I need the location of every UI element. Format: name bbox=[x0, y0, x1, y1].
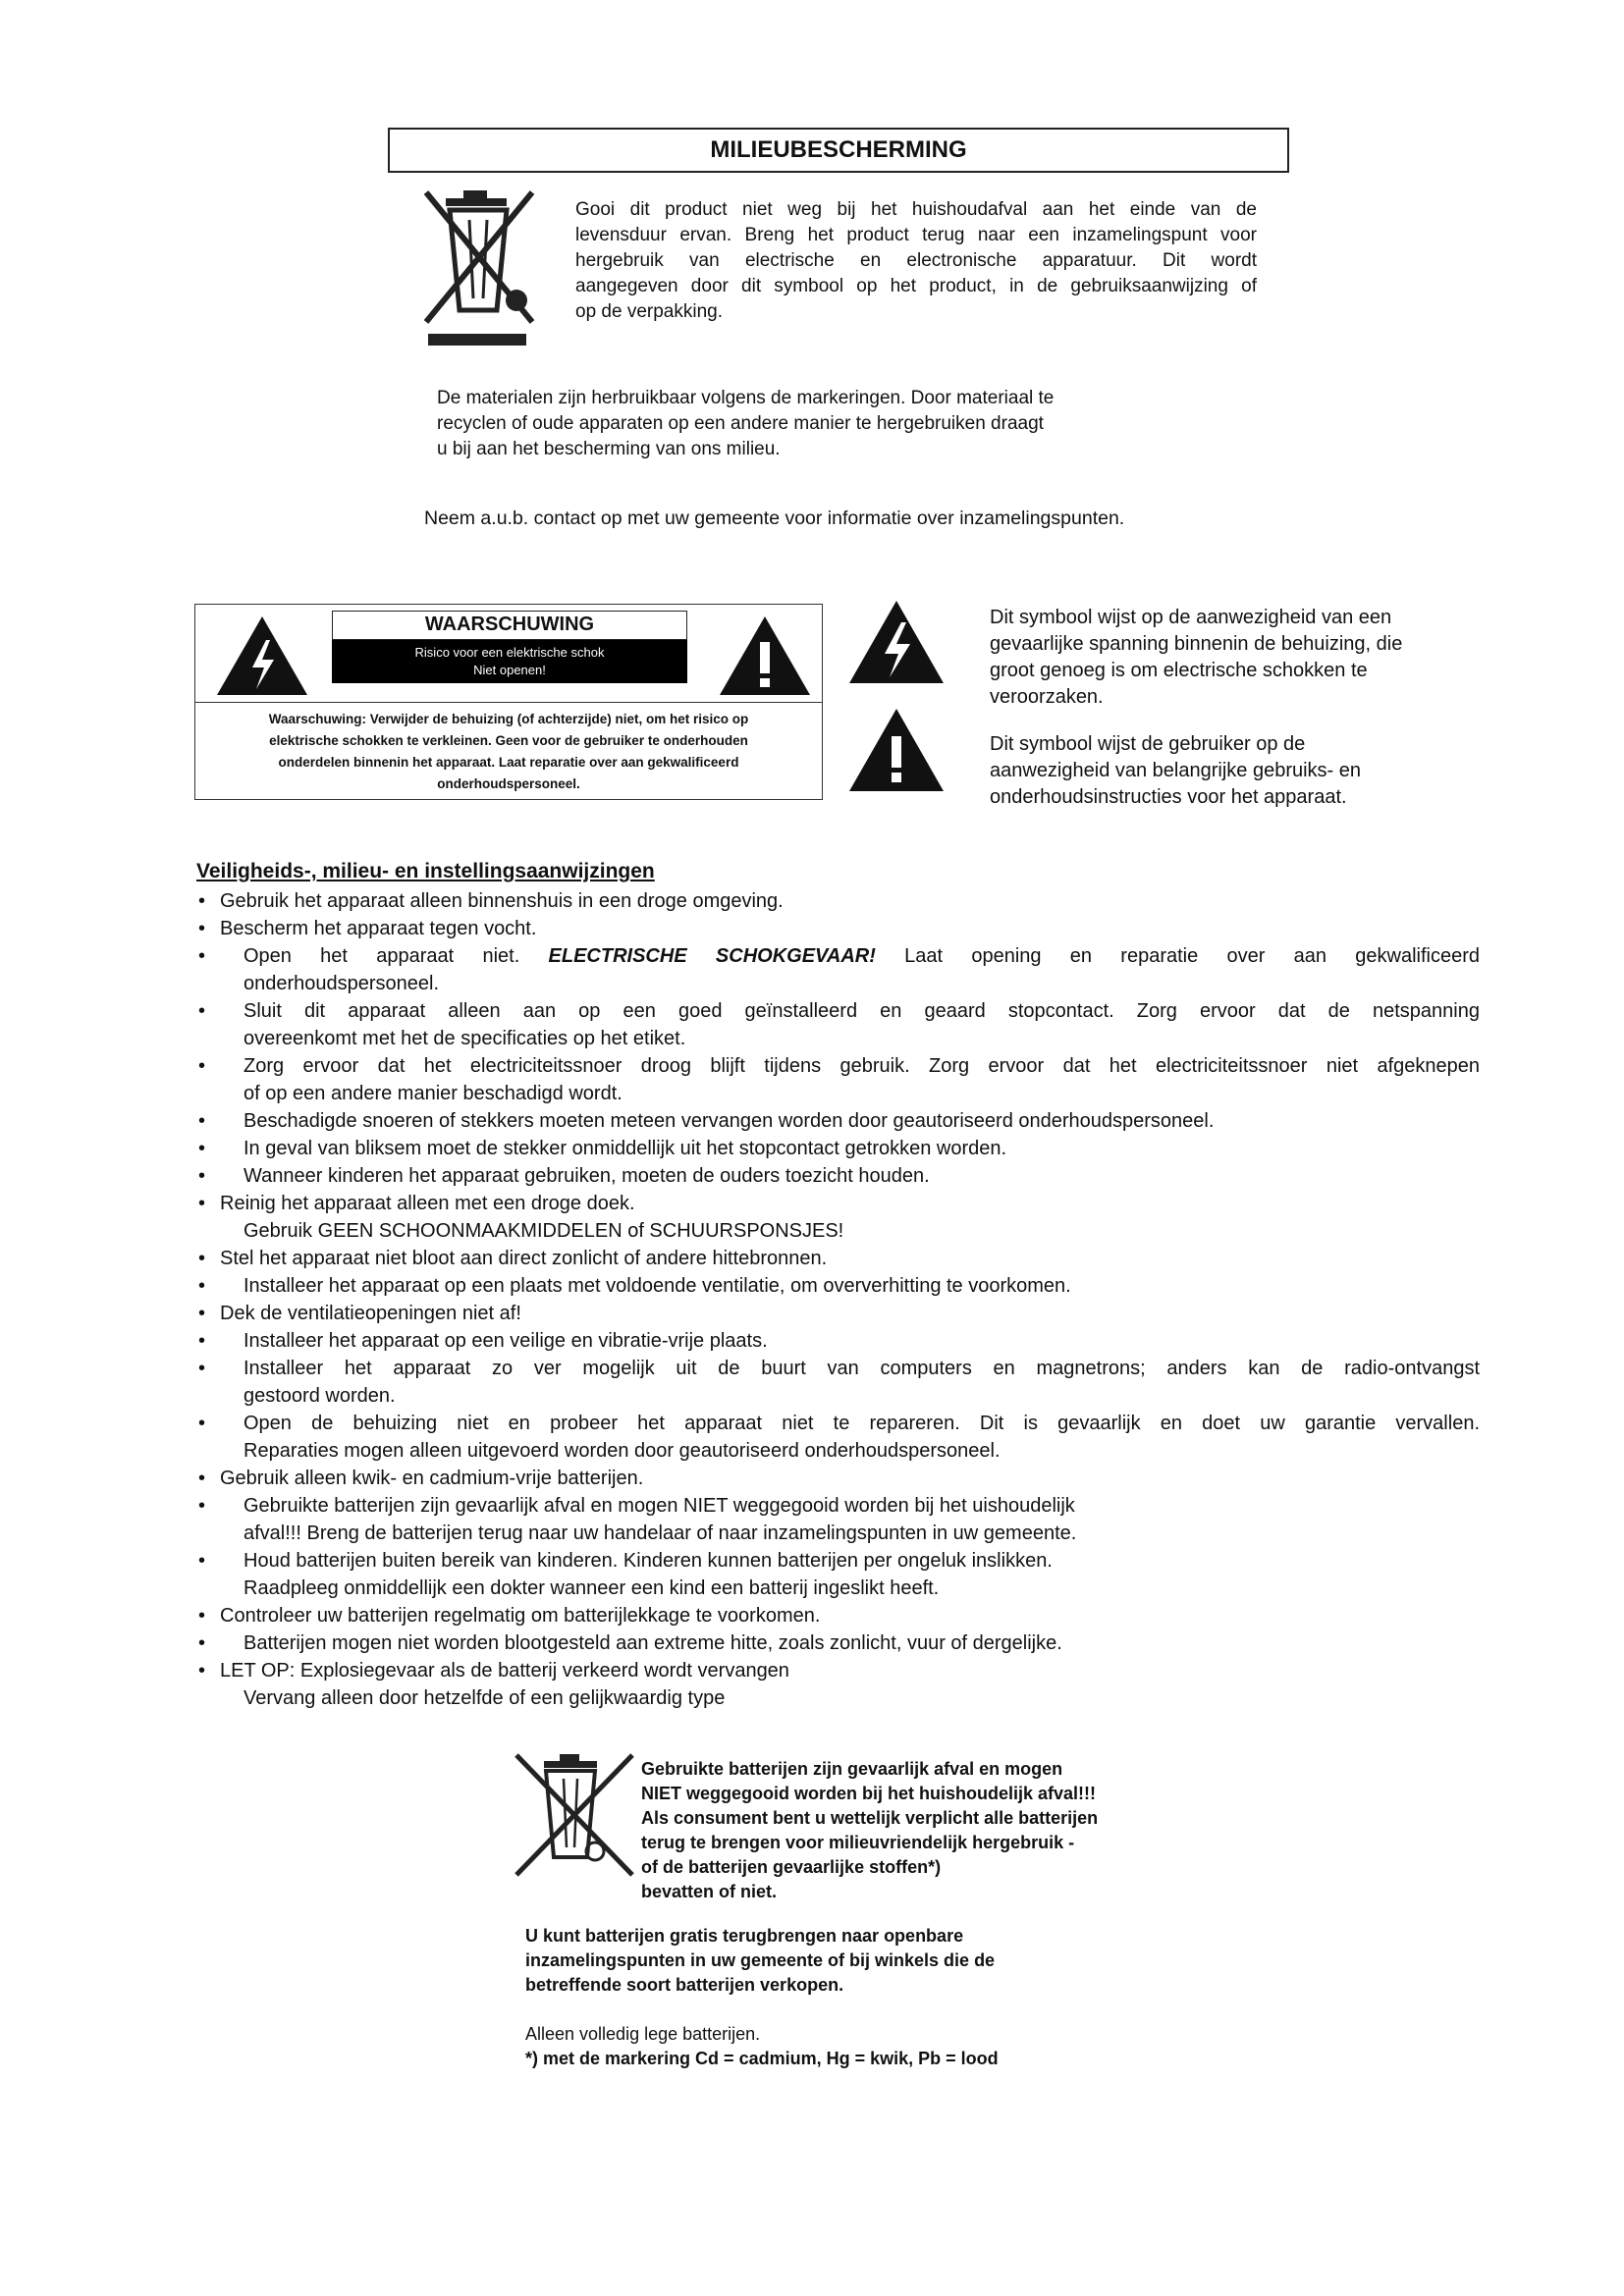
list-item: • Open het apparaat niet. ELECTRISCHE SCHOKGEVAAR! Laat opening en reparatie over aan gekwalificeerd onderhoudspersoneel. bbox=[196, 942, 1480, 997]
list-item: • Installeer het apparaat op een plaats met voldoende ventilatie, om oververhitting te voorkomen. bbox=[196, 1272, 1480, 1300]
list-item: • Reinig het apparaat alleen met een droge doek. Gebruik GEEN SCHOONMAAKMIDDELEN of SCHUURSPONSJES! bbox=[196, 1190, 1480, 1245]
exclamation-warning-icon bbox=[716, 613, 814, 699]
list-item: • Open de behuizing niet en probeer het apparaat niet te repareren. Dit is gevaarlijk en doet uw garantie vervallen. Reparaties mogen alleen uitgevoerd worden door geautoriseerd onderhoudspersoneel. bbox=[196, 1410, 1480, 1465]
battery-note: Alleen volledig lege batterijen. *) met de markering Cd = cadmium, Hg = kwik, Pb = lood bbox=[525, 2024, 999, 2068]
battery-return-paragraph: U kunt batterijen gratis terugbrengen naar openbare inzamelingspunten in uw gemeente of bij winkels die de betreffende soort batterijen verkopen. bbox=[525, 1926, 996, 1995]
list-item: • Wanneer kinderen het apparaat gebruiken, moeten de ouders toezicht houden. bbox=[196, 1162, 1480, 1190]
lightning-symbol-icon bbox=[847, 599, 946, 687]
list-item: • Installeer het apparaat op een veilige en vibratie-vrije plaats. bbox=[196, 1327, 1480, 1355]
env-paragraph-1: Gooi dit product niet weg bij het huishoudafval aan het einde van de levensduur ervan. Breng het product terug naar een inzamelingspunt voor hergebruik van electrische en electronische apparatuur. Dit wordt aangegeven door dit symbool op het product, in de gebruiksaanwijzing of op de verpakking. bbox=[575, 199, 1257, 322]
warning-divider bbox=[195, 702, 822, 703]
list-item: • Installeer het apparaat zo ver mogelijk uit de buurt van computers en magnetrons; anders kan de radio-ontvangst gestoord worden. bbox=[196, 1355, 1480, 1410]
battery-bin-icon bbox=[511, 1749, 638, 1887]
list-item: • Sluit dit apparaat alleen aan op een goed geïnstalleerd en geaard stopcontact. Zorg ervoor dat de netspanning overeenkomt met het de specificaties op het etiket. bbox=[196, 997, 1480, 1052]
list-item: • Beschadigde snoeren of stekkers moeten meteen vervangen worden door geautoriseerd onderhoudspersoneel. bbox=[196, 1107, 1480, 1135]
list-item: • LET OP: Explosiegevaar als de batterij verkeerd wordt vervangen Vervang alleen door hetzelfde of een gelijkwaardig type bbox=[196, 1657, 1480, 1712]
list-item: • Gebruikte batterijen zijn gevaarlijk afval en mogen NIET weggegooid worden bij het uishoudelijk afval!!! Breng de batterijen terug naar uw handelaar of naar inzamelingspunten in uw gemeente. bbox=[196, 1492, 1480, 1547]
list-item: • Houd batterijen buiten bereik van kinderen. Kinderen kunnen batterijen per ongeluk inslikken. Raadpleeg onmiddellijk een dokter wanneer een kind een batterij ingeslikt heeft. bbox=[196, 1547, 1480, 1602]
warning-text: Waarschuwing: Verwijder de behuizing (of achterzijde) niet, om het risico op elektrische schokken te verkleinen. Geen voor de gebruiker te onderhouden onderdelen binnenin het apparaat. Laat reparatie over aan gekwalificeerd onderhoudspersoneel. bbox=[268, 712, 749, 791]
list-item: • Controleer uw batterijen regelmatig om batterijlekkage te voorkomen. bbox=[196, 1602, 1480, 1629]
list-item: • Bescherm het apparaat tegen vocht. bbox=[196, 915, 1480, 942]
list-item: • Zorg ervoor dat het electriciteitssnoer droog blijft tijdens gebruik. Zorg ervoor dat het electriciteitssnoer niet afgeknepen of op een andere manier beschadigd wordt. bbox=[196, 1052, 1480, 1107]
env-paragraph-2: De materialen zijn herbruikbaar volgens de markeringen. Door materiaal te recyclen of oude apparaten op een andere manier te hergebruiken draagt u bij aan het bescherming van ons milieu. bbox=[437, 388, 1055, 459]
lightning-warning-icon bbox=[213, 613, 311, 699]
weee-bin-icon bbox=[422, 185, 540, 351]
list-item: • Dek de ventilatieopeningen niet af! bbox=[196, 1300, 1480, 1327]
list-item: • Stel het apparaat niet bloot aan direct zonlicht of andere hittebronnen. bbox=[196, 1245, 1480, 1272]
list-item: • Gebruik het apparaat alleen binnenshuis in een droge omgeving. bbox=[196, 887, 1480, 915]
safety-list bbox=[196, 887, 1480, 1712]
warning-title: WAARSCHUWING bbox=[332, 611, 687, 640]
battery-box-text: Gebruikte batterijen zijn gevaarlijk afval en mogen NIET weggegooid worden bij het huishoudelijk afval!!! Als consument bent u wettelijk verplicht alle batterijen terug te brengen voor milieuvriendelijk hergebruik - of de batterijen gevaarlijke stoffen*) bevatten of niet. bbox=[641, 1759, 1099, 1901]
lightning-symbol-description: Dit symbool wijst op de aanwezigheid van een gevaarlijke spanning binnenin de behuizing, die groot genoeg is om electrische schokken te veroorzaken. bbox=[990, 607, 1403, 708]
warning-subtitle: Risico voor een elektrische schok Niet openen! bbox=[332, 640, 687, 683]
exclamation-symbol-icon bbox=[847, 707, 946, 795]
list-item: • Gebruik alleen kwik- en cadmium-vrije batterijen. bbox=[196, 1465, 1480, 1492]
list-item: • Batterijen mogen niet worden blootgesteld aan extreme hitte, zoals zonlicht, vuur of dergelijke. bbox=[196, 1629, 1480, 1657]
env-contact-line: Neem a.u.b. contact op met uw gemeente voor informatie over inzamelingspunten. bbox=[424, 507, 1125, 529]
env-title: MILIEUBESCHERMING bbox=[388, 128, 1289, 173]
list-item: • In geval van bliksem moet de stekker onmiddellijk uit het stopcontact getrokken worden. bbox=[196, 1135, 1480, 1162]
safety-section-title: Veiligheids-, milieu- en instellingsaanwijzingen bbox=[196, 860, 655, 882]
exclamation-symbol-description: Dit symbool wijst de gebruiker op de aanwezigheid van belangrijke gebruiks- en onderhoudsinstructies voor het apparaat. bbox=[990, 733, 1362, 808]
warning-label bbox=[194, 604, 823, 800]
